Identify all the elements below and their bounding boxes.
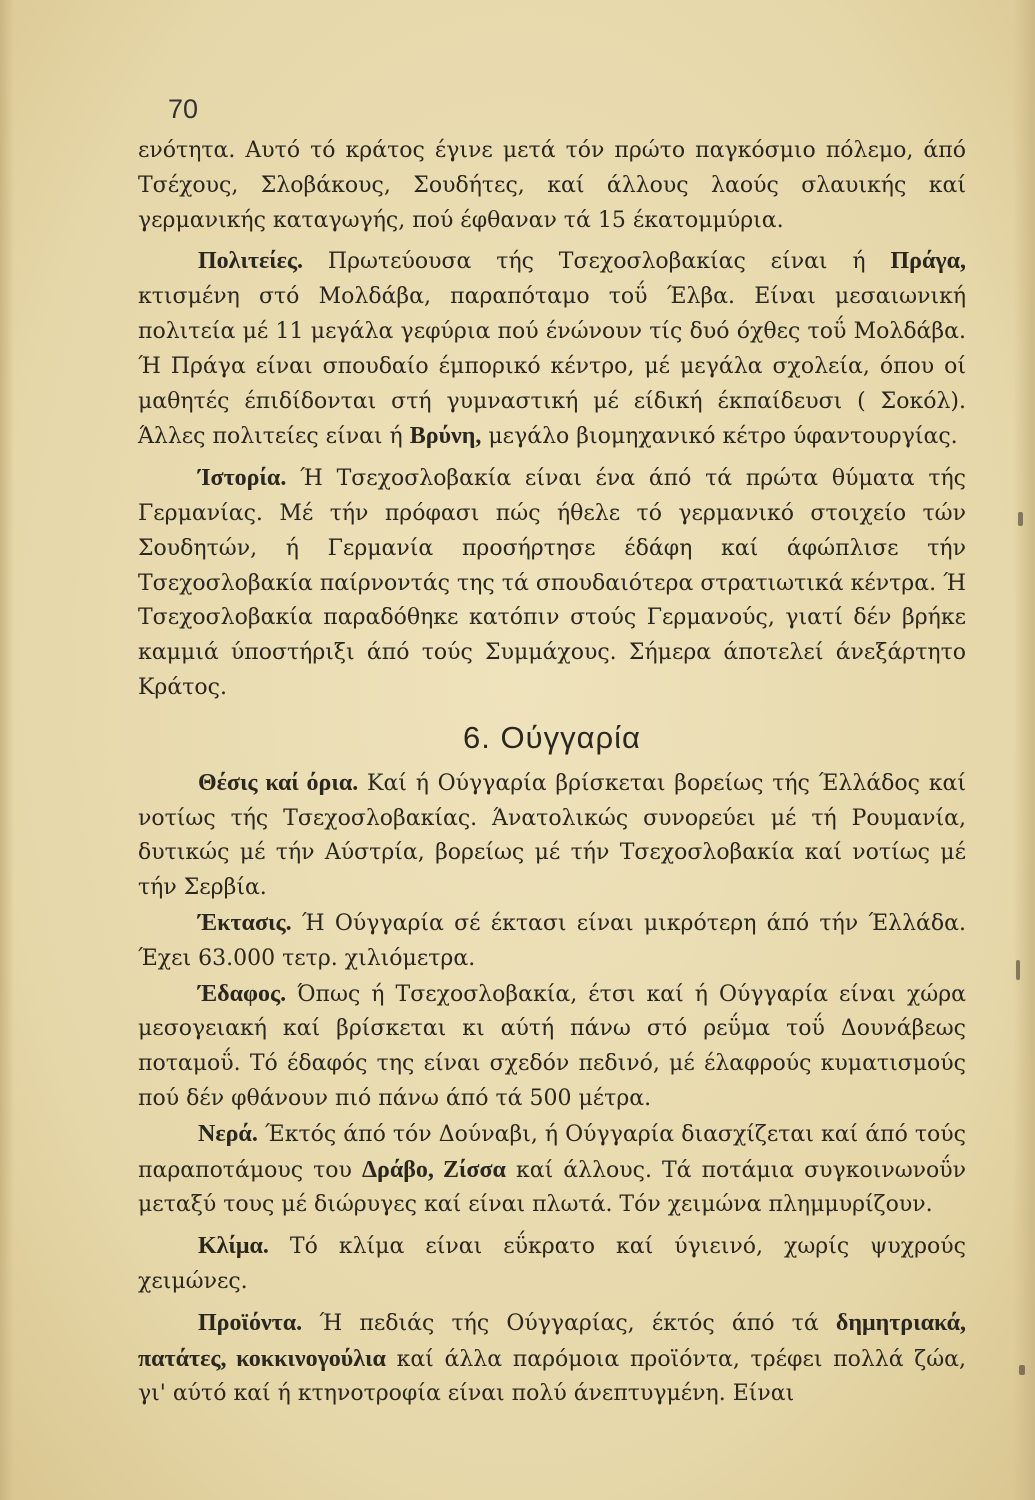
page-body	[138, 134, 966, 1412]
paragraph-text: Όπως ή Τσεχοσλοβακία, έτσι καί ή Ούγγαρία είναι χώρα μεσογειακή καί βρίσκεται κι αύτή πάνω στό ρεΰμα τοΰ Δουνάβεως ποταμοΰ. Τό έδαφός της είναι σχεδόν πεδινό, μέ έλαφρούς κυματισμούς πού δέν φθάνουν πιό πάνω άπό τά 500 μέτρα.	[138, 981, 966, 1111]
page-edge-right	[1013, 0, 1035, 1500]
bold-term: Δράβο, Ζίσσα	[361, 1156, 506, 1183]
section-label: Έδαφος.	[198, 980, 287, 1007]
paragraph-text: Ή πεδιάς τής Ούγγαρίας, έκτός άπό τά	[302, 1310, 836, 1336]
paragraph-text: Ή Τσεχοσλοβακία είναι ένα άπό τά πρώτα θύματα τής Γερμανίας. Μέ τήν πρόφασι πώς ήθελε τό γερμανικό στοιχείο τών Σουδητών, ή Γερμανία προσήρτησε έδάφη καί άφώπλισε τήν Τσεχοσλοβακία παίρνοντάς της τά σπουδαιότερα στρατιωτικά κέντρα. Ή Τσεχοσλοβακία παραδόθηκε κατόπιν στούς Γερμανούς, γιατί δέν βρήκε καμμιά ύποστήριξι άπό τούς Συμμάχους. Σήμερα άποτελεί άνεξάρτητο Κράτος.	[138, 466, 966, 700]
paragraph-area	[138, 906, 966, 977]
paragraph-text: Ή Ούγγαρία σέ έκτασι είναι μικρότερη άπό τήν Έλλάδα. Έχει 63.000 τετρ. χιλιόμετρα.	[138, 910, 966, 971]
paragraph-terrain	[138, 977, 966, 1117]
bold-term: Βρύνη,	[409, 423, 482, 450]
paragraph-history	[138, 461, 966, 706]
section-label: Ίστορία.	[198, 465, 287, 492]
paragraph-waters	[138, 1117, 966, 1223]
margin-mark	[1016, 960, 1020, 980]
paragraph-continuation	[138, 134, 966, 238]
paragraph-climate	[138, 1229, 966, 1300]
paragraph-text: Τό κλίμα είναι εΰκρατο καί ύγιεινό, χωρίς ψυχρούς χειμώνες.	[138, 1234, 966, 1294]
paragraph-text: κτισμένη στό Μολδάβα, παραπόταμο τοΰ Έλβα. Είναι μεσαιωνική πολιτεία μέ 11 μεγάλα γεφύρια πού ένώνουν τίς δυό όχθες τοΰ Μολδάβα. Ή Πράγα είναι σπουδαίο έμπορικό κέντρο, μέ μεγάλα σχολεία, όπου οί μαθητές έπιδίδονται στή γυμναστική μέ είδική έκπαίδευσι ( Σοκόλ). Άλλες πολιτείες είναι ή	[138, 284, 966, 450]
margin-mark	[1019, 1365, 1025, 1375]
page-number: 70	[168, 94, 199, 124]
paragraph-text: καί άλλα παρόμοια προϊόντα, τρέφει πολλά ζώα, γι' αύτό καί ή κτηνοτροφία είναι πολύ άνεπτυγμένη. Είναι	[138, 1346, 966, 1407]
bold-term: Πράγα,	[890, 248, 966, 275]
paragraph-position	[138, 766, 966, 906]
paragraph-text: καί άλλους. Τά ποτάμια συγκοινωνοΰν μεταξύ τους μέ διώρυγες καί είναι πλωτά. Τόν χειμώνα πλημμυρίζουν.	[138, 1157, 966, 1218]
section-label: Έκτασις.	[198, 909, 292, 936]
page-edge-left	[0, 0, 14, 1500]
margin-mark	[1018, 512, 1023, 526]
paragraph-text: Πρωτεύουσα τής Τσεχοσλοβακίας είναι ή	[303, 249, 891, 275]
section-label: Θέσις καί όρια.	[198, 769, 359, 796]
paragraph-text: Έκτός άπό τόν Δούναβι, ή Ούγγαρία διασχίζεται καί άπό τούς παραποτάμους του	[138, 1121, 966, 1183]
paragraph-text: Καί ή Ούγγαρία βρίσκεται βορείως τής Έλλάδος καί νοτίως τής Τσεχοσλοβακίας. Άνατολικώς συνορεύει μέ τή Ρουμανία, δυτικώς μέ τήν Αύστρία, βορείως μέ τήν Τσεχοσλοβακία καί νοτίως μέ τήν Σερβία.	[138, 770, 966, 901]
paragraph-cities	[138, 244, 966, 455]
paragraph-text: ενότητα. Αυτό τό κράτος έγινε μετά τόν πρώτο παγκόσμιο πόλεμο, άπό Τσέχους, Σλοβάκους, Σουδήτες, καί άλλους λαούς σλαυικής καί γερμανικής καταγωγής, πού έφθαναν τά 15 έκατομμύρια.	[138, 138, 966, 233]
section-label: Πολιτείες.	[198, 248, 304, 275]
section-label: Νερά.	[198, 1120, 258, 1147]
section-label: Κλίμα.	[198, 1233, 269, 1260]
section-label: Προϊόντα.	[198, 1309, 303, 1336]
chapter-heading: 6. Ούγγαρία	[463, 719, 641, 755]
paragraph-products	[138, 1306, 966, 1412]
paragraph-text: μεγάλο βιομηχανικό κέτρο ύφαντουργίας.	[481, 424, 958, 450]
bold-term: δημητριακά, πατάτες, κοκκινογούλια	[138, 1309, 966, 1372]
